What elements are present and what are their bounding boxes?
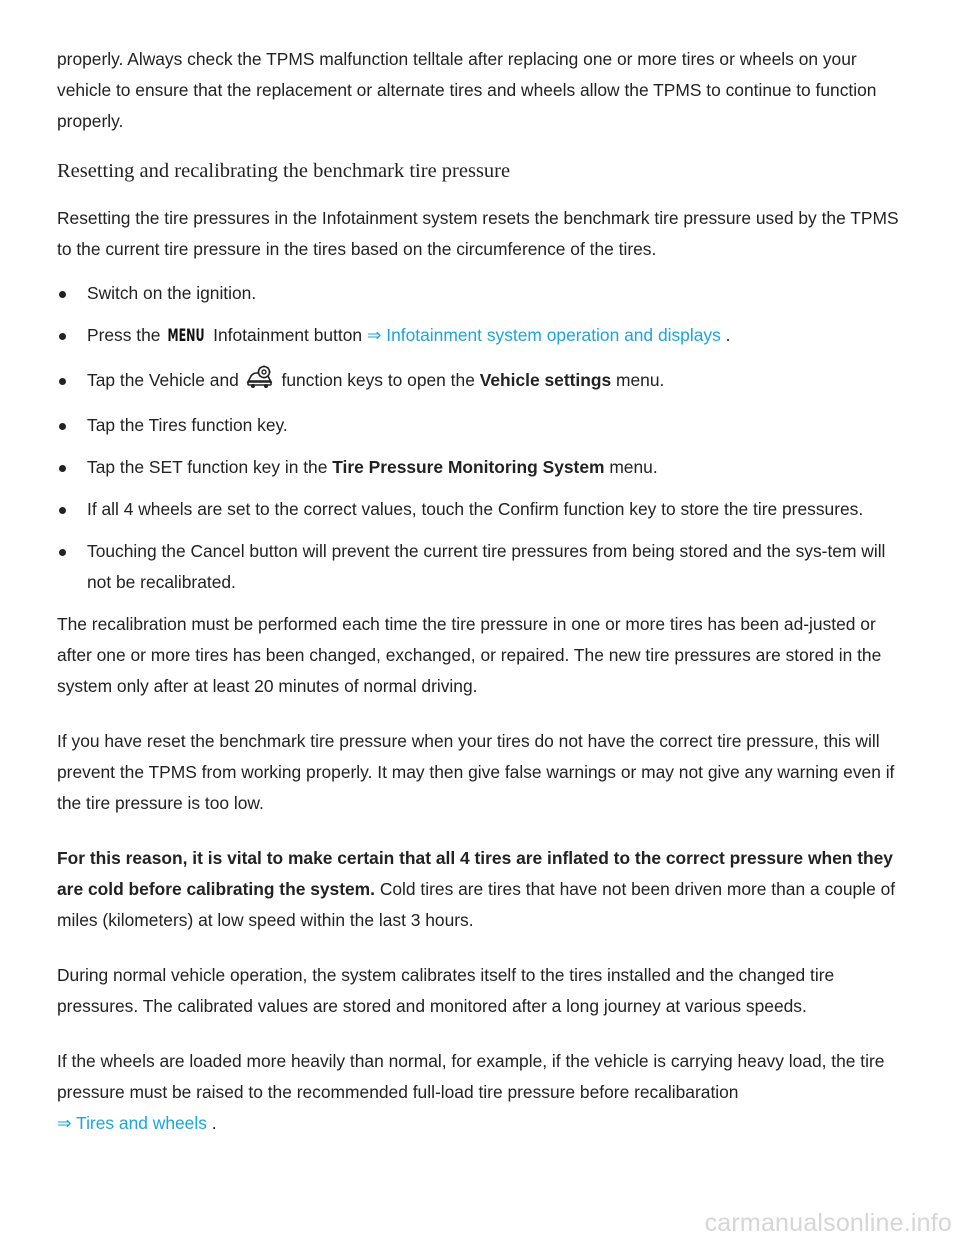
list-item [57,494,907,525]
reset-warning-paragraph: If you have reset the benchmark tire pressure when your tires do not have the correct tire pressure, this will prevent the TPMS from working properly. It may then give false warnings or may not give any warning even if the tire pressure is too low. [57,731,895,813]
bullet-icon [59,549,66,556]
list-item [57,278,907,309]
bullet-icon [59,333,66,340]
step-text: Switch on the ignition. [87,283,257,303]
heavy-load-paragraph [57,1046,907,1139]
intro-paragraph: properly. Always check the TPMS malfunction telltale after replacing one or more tires or wheels on your vehicle to ensure that the replacement or alternate tires and wheels allow the TPMS to continue to function properly. [57,49,877,131]
list-item [57,536,907,598]
step-text-end: . [725,325,731,345]
bullet-icon [59,291,66,298]
heavy-load-end: . [211,1113,217,1133]
step-text: function keys to open the [281,370,475,390]
heavy-load-text: If the wheels are loaded more heavily than normal, for example, if the vehicle is carrying heavy load, the tire pressure must be raised to the recommended full-load tire pressure before recalibaration [57,1051,885,1102]
menu-button-icon [167,323,205,354]
normal-operation-paragraph: During normal vehicle operation, the system calibrates itself to the tires installed and the changed tire pressures. The calibrated values are stored and monitored after a long journey at various speeds. [57,965,835,1016]
bullet-icon [59,465,66,472]
cold-tires-bold-text: For this reason, it is vital to make certain that all 4 tires are inflated to the correct pressure when they are cold before calibrating the system. [57,848,893,899]
car-settings-icon [246,365,274,399]
manual-page [57,44,907,1139]
vehicle-settings-label: Vehicle settings [479,370,612,390]
section-intro-paragraph: Resetting the tire pressures in the Infotainment system resets the benchmark tire pressure used by the TPMS to the current tire pressure in the tires based on the circumference of the tires. [57,208,899,259]
recalibration-paragraph: The recalibration must be performed each time the tire pressure in one or more tires has been ad-justed or after one or more tires has been changed, exchanged, or repaired. The new tire pressures are stored in the system only after at least 20 minutes of normal driving. [57,614,882,696]
tpms-menu-label: Tire Pressure Monitoring System [332,457,605,477]
steps-list [57,278,907,598]
step-text: If all 4 wheels are set to the correct values, touch the Confirm function key to store the tire pressures. [87,499,864,519]
step-text: Tap the SET function key in the [87,457,328,477]
step-text-end: menu. [616,370,665,390]
menu-icon-label: MENU [167,326,205,346]
step-text: Tap the Vehicle and [87,370,239,390]
section-heading: Resetting and recalibrating the benchmark tire pressure [57,160,511,182]
bullet-icon [59,507,66,514]
infotainment-operation-link[interactable]: ⇒ Infotainment system operation and displays [366,325,721,345]
cold-tires-paragraph [57,843,907,936]
list-item [57,452,907,483]
tires-and-wheels-link[interactable]: ⇒ Tires and wheels [57,1113,207,1133]
step-text: Infotainment button [213,325,363,345]
list-item [57,365,907,399]
bullet-icon [59,378,66,385]
step-text: Touching the Cancel button will prevent the current tire pressures from being stored and the sys-tem will not be recalibrated. [87,541,886,592]
site-watermark: carmanualsonline.info [704,1209,952,1237]
step-text: Press the [87,325,161,345]
bullet-icon [59,423,66,430]
list-item [57,410,907,441]
step-text: Tap the Tires function key. [87,415,288,435]
cold-tires-text: Cold tires are tires that have not been driven more than a couple of miles (kilometers) at low speed within the last 3 hours. [57,879,896,930]
list-item [57,320,907,354]
step-text-end: menu. [609,457,658,477]
